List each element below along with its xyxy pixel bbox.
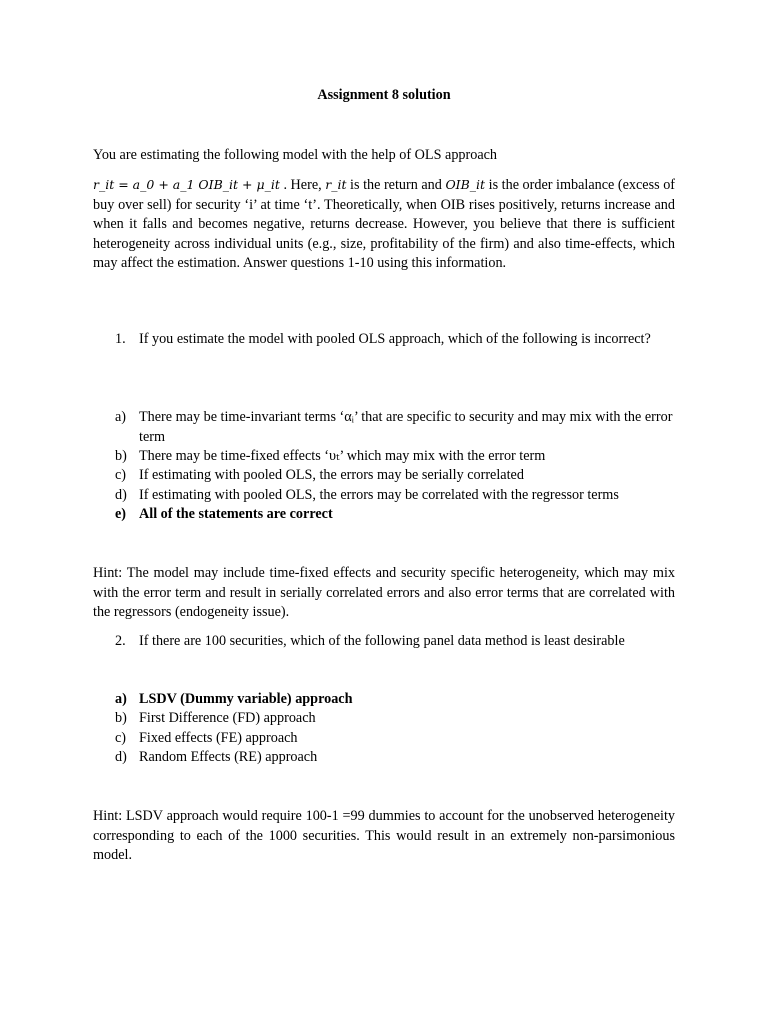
return-symbol: r_it: [325, 177, 347, 192]
q1-option-c: [115, 466, 675, 486]
oib-symbol: OIB_it: [445, 177, 486, 192]
q1-hint: Hint: The model may include time-fixed effects and security specific heterogeneity, which may mix with the error term and result in serially correlated errors and also error terms that are correlated with the regressors (endogeneity issue).: [93, 565, 675, 620]
question-number: 1.: [115, 331, 126, 347]
option-label: a): [115, 691, 127, 707]
option-label: c): [115, 467, 127, 483]
model-equation: r_it = a_0 + a_1 OIB_it + μ_it: [93, 177, 280, 192]
intro-paragraph: You are estimating the following model with the help of OLS approach: [93, 147, 498, 163]
option-label: c): [115, 730, 127, 746]
q1-option-a: [115, 408, 675, 447]
option-text: If estimating with pooled OLS, the errors may be correlated with the regressor terms: [139, 487, 619, 503]
option-label: d): [115, 749, 127, 765]
q2-hint: Hint: LSDV approach would require 100-1 =99 dummies to account for the unobserved heterogeneity corresponding to each of the 1000 securities. This would result in an extremely non-parsimonious model.: [93, 808, 675, 863]
option-text: LSDV (Dummy variable) approach: [139, 691, 353, 707]
option-label: d): [115, 487, 127, 503]
option-label: b): [115, 448, 127, 464]
option-text: If estimating with pooled OLS, the errors may be serially correlated: [139, 467, 524, 483]
question-number: 2.: [115, 633, 126, 649]
model-text-pre: . Here,: [283, 177, 322, 193]
q1-option-b: [115, 447, 675, 467]
option-text: There may be time-fixed effects ‘υₜ’ which may mix with the error term: [139, 448, 546, 464]
option-label: b): [115, 710, 127, 726]
q1-option-e-correct: [115, 505, 675, 525]
page-title: Assignment 8 solution: [317, 87, 451, 103]
option-text: There may be time-invariant terms ‘αᵢ’ that are specific to security and may mix with the error term: [139, 409, 673, 445]
question-text: If you estimate the model with pooled OLS approach, which of the following is incorrect?: [139, 331, 651, 347]
q2-option-c: [115, 729, 675, 749]
model-paragraph: [93, 175, 675, 274]
question-1: [115, 330, 675, 350]
q2-option-d: [115, 748, 675, 768]
option-text: Random Effects (RE) approach: [139, 749, 318, 765]
q1-option-d: [115, 486, 675, 506]
option-text: First Difference (FD) approach: [139, 710, 316, 726]
option-label: e): [115, 506, 127, 522]
question-2: [115, 632, 675, 652]
model-text-post: is the order imbalance (excess of buy over sell) for security ‘i’ at time ‘t’. Theoretically, when OIB rises positively, returns increase and when it falls and becomes negative, returns decrease. However, you believe that there is sufficient heterogeneity across individual units (e.g., size, profitability of the firm) and also time-effects, which may affect the estimation. Answer questions 1-10 using this information.: [93, 177, 676, 271]
q2-option-b: [115, 709, 675, 729]
q2-option-a-correct: [115, 690, 675, 710]
model-text-mid: is the return and: [350, 177, 442, 193]
option-text: All of the statements are correct: [139, 506, 333, 522]
option-label: a): [115, 409, 127, 425]
question-text: If there are 100 securities, which of the following panel data method is least desirable: [139, 633, 625, 649]
option-text: Fixed effects (FE) approach: [139, 730, 298, 746]
